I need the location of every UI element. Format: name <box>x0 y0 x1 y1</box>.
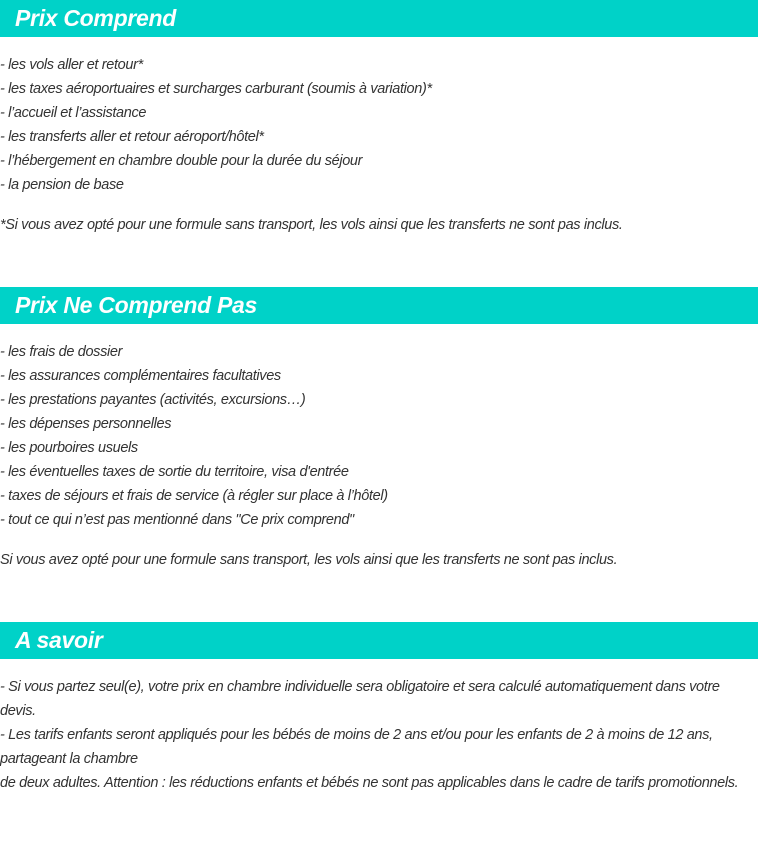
footnote: Si vous avez opté pour une formule sans transport, les vols ainsi que les transferts ne sont pas inclus. <box>0 552 618 568</box>
list-item: - la pension de base <box>0 177 124 193</box>
list-item: - les dépenses personnelles <box>0 416 172 432</box>
section-heading: A savoir <box>0 622 758 659</box>
info-line: partageant la chambre <box>0 751 138 767</box>
included-list <box>0 53 758 197</box>
section-prix-ne-comprend-pas <box>0 287 758 572</box>
list-item: - les frais de dossier <box>0 344 123 360</box>
info-line: - Si vous partez seul(e), votre prix en chambre individuelle sera obligatoire et sera calculé automatiquement dans votre <box>0 679 720 695</box>
section-heading: Prix Ne Comprend Pas <box>0 287 758 324</box>
section-content <box>0 324 758 572</box>
list-item: - les éventuelles taxes de sortie du territoire, visa d'entrée <box>0 464 349 480</box>
info-line: de deux adultes. Attention : les réductions enfants et bébés ne sont pas applicables dans le cadre de tarifs promotionnels. <box>0 775 739 791</box>
footnote: *Si vous avez opté pour une formule sans transport, les vols ainsi que les transferts ne sont pas inclus. <box>0 217 623 233</box>
list-item: - les taxes aéroportuaires et surcharges carburant (soumis à variation)* <box>0 81 432 97</box>
list-item: - les prestations payantes (activités, excursions…) <box>0 392 306 408</box>
section-content <box>0 659 758 795</box>
list-item: - tout ce qui n’est pas mentionné dans "Ce prix comprend" <box>0 512 354 528</box>
list-item: - l’accueil et l’assistance <box>0 105 147 121</box>
section-a-savoir <box>0 622 758 795</box>
section-prix-comprend <box>0 0 758 237</box>
info-line: - Les tarifs enfants seront appliqués pour les bébés de moins de 2 ans et/ou pour les enfants de 2 à moins de 12 ans, <box>0 727 713 743</box>
section-heading: Prix Comprend <box>0 0 758 37</box>
info-line: devis. <box>0 703 36 719</box>
list-item: - taxes de séjours et frais de service (à régler sur place à l’hôtel) <box>0 488 388 504</box>
section-content <box>0 37 758 237</box>
list-item: - les vols aller et retour* <box>0 57 143 73</box>
list-item: - les assurances complémentaires facultatives <box>0 368 281 384</box>
list-item: - les pourboires usuels <box>0 440 138 456</box>
list-item: - l’hébergement en chambre double pour la durée du séjour <box>0 153 363 169</box>
list-item: - les transferts aller et retour aéroport/hôtel* <box>0 129 264 145</box>
excluded-list <box>0 340 758 532</box>
